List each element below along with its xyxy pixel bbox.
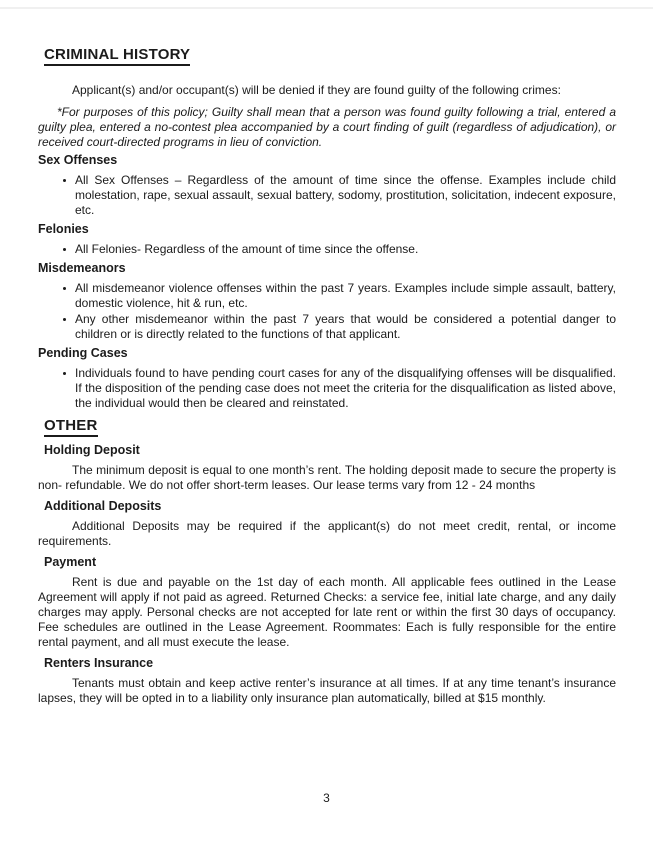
list-item bbox=[38, 312, 616, 342]
list-item bbox=[38, 281, 616, 311]
list-item-text: Individuals found to have pending court cases for any of the disqualifying offenses will be disqualified. If the disposition of the pending case does not meet the criteria for the disqualification as listed above, the individual would then be cleared and reinstated. bbox=[75, 366, 616, 410]
list-item-text: All Felonies- Regardless of the amount of time since the offense. bbox=[75, 242, 419, 256]
list-item-text: All misdemeanor violence offenses within the past 7 years. Examples include simple assault, battery, domestic violence, hit & run, etc. bbox=[75, 281, 616, 310]
guilty-definition-note: *For purposes of this policy; Guilty shall mean that a person was found guilty following a trial, entered a guilty plea, entered a no-contest plea accompanied by a court finding of guilt (regardless of adjudication), or received court-directed programs in lieu of conviction. bbox=[38, 105, 616, 149]
list-item-text: Any other misdemeanor within the past 7 years that would be considered a potential danger to children or is directly related to the functions of that applicant. bbox=[75, 312, 616, 341]
subheading-renters-insurance: Renters Insurance bbox=[44, 656, 154, 670]
page-footer bbox=[0, 791, 653, 806]
bullet-icon bbox=[63, 248, 66, 251]
list-item bbox=[38, 173, 616, 218]
payment-paragraph: Rent is due and payable on the 1st day of each month. All applicable fees outlined in the Lease Agreement will apply if not paid as agreed. Returned Checks: a service fee, initial late charge, and any daily charges may apply. Personal checks are not accepted for late rent or within the first 30 days of occupancy. Fee schedules are outlined in the Lease Agreement. Roommates: Each is fully responsible for the entire rental payment, and all must execute the lease. bbox=[38, 575, 616, 649]
bullet-icon bbox=[63, 179, 66, 182]
subheading-additional-deposits: Additional Deposits bbox=[44, 499, 162, 513]
criminal-history-intro: Applicant(s) and/or occupant(s) will be denied if they are found guilty of the following crimes: bbox=[72, 83, 561, 97]
pending-cases-list bbox=[38, 366, 616, 411]
subheading-misdemeanors: Misdemeanors bbox=[38, 261, 126, 275]
list-item-text: All Sex Offenses – Regardless of the amount of time since the offense. Examples include child molestation, rape, sexual assault, sexual battery, sodomy, prostitution, solicitation, indecent exposure, etc. bbox=[75, 173, 616, 217]
subheading-payment: Payment bbox=[44, 555, 97, 569]
scan-edge-line bbox=[0, 7, 653, 9]
section-heading-criminal-history-text: CRIMINAL HISTORY bbox=[44, 46, 190, 66]
felonies-list bbox=[38, 242, 616, 257]
subheading-holding-deposit: Holding Deposit bbox=[44, 443, 140, 457]
bullet-icon bbox=[63, 372, 66, 375]
subheading-sex-offenses: Sex Offenses bbox=[38, 153, 118, 167]
section-heading-other bbox=[44, 417, 616, 437]
section-heading-criminal-history bbox=[44, 46, 616, 66]
sex-offenses-list bbox=[38, 173, 616, 218]
list-item bbox=[38, 242, 616, 257]
renters-insurance-paragraph: Tenants must obtain and keep active renter’s insurance at all times. If at any time tenant’s insurance lapses, they will be opted in to a liability only insurance plan automatically, billed at $15 monthly. bbox=[38, 676, 616, 705]
page-number: 3 bbox=[323, 791, 330, 805]
misdemeanors-list bbox=[38, 281, 616, 342]
subheading-felonies: Felonies bbox=[38, 222, 89, 236]
subheading-pending-cases: Pending Cases bbox=[38, 346, 128, 360]
additional-deposits-paragraph: Additional Deposits may be required if the applicant(s) do not meet credit, rental, or income requirements. bbox=[38, 519, 616, 548]
bullet-icon bbox=[63, 287, 66, 290]
section-heading-other-text: OTHER bbox=[44, 417, 98, 437]
holding-deposit-paragraph: The minimum deposit is equal to one month’s rent. The holding deposit made to secure the property is non- refundable. We do not offer short-term leases. Our lease terms vary from 12 - 24 months bbox=[38, 463, 616, 492]
bullet-icon bbox=[63, 318, 66, 321]
list-item bbox=[38, 366, 616, 411]
